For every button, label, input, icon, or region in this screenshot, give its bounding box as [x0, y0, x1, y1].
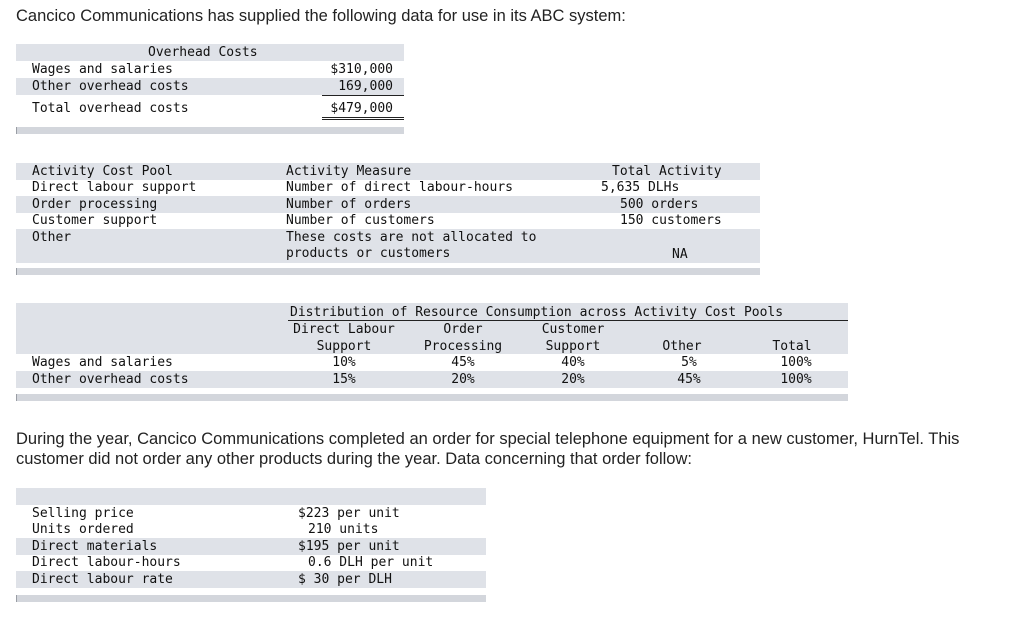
measure-other-line2: products or customers	[286, 246, 451, 261]
overhead-value-wages: $310,000	[330, 62, 393, 77]
table-footer-edge	[16, 268, 17, 275]
dist-label-wages: Wages and salaries	[32, 355, 173, 370]
col-order-line1: Order	[443, 322, 483, 337]
overhead-label-total: Total overhead costs	[32, 101, 189, 116]
table-footer-edge	[16, 595, 17, 602]
dist-other-customer: 20%	[561, 372, 585, 387]
order-label-units: Units ordered	[32, 522, 134, 537]
dist-other-order: 20%	[451, 372, 475, 387]
pool-direct-labour: Direct labour support	[32, 180, 197, 195]
dist-other-other: 45%	[677, 372, 701, 387]
total-customer-support: 150 customers	[620, 213, 722, 228]
total-order-processing: 500 orders	[620, 197, 699, 212]
measure-customer-support: Number of customers	[286, 213, 435, 228]
col-direct-labour-line2: Support	[316, 339, 372, 354]
header-band	[16, 488, 486, 505]
dist-other-direct-labour: 15%	[332, 372, 356, 387]
table-footer-bar	[16, 595, 486, 602]
distribution-title-text: Distribution of Resource Consumption across Activity Cost Pools	[290, 305, 784, 320]
measure-other-line1: These costs are not allocated to	[286, 230, 537, 245]
order-label-direct-labour-rate: Direct labour rate	[32, 572, 173, 587]
order-description-line1: During the year, Cancico Communications completed an order for special telephone equipment for a new customer, HurnTel. This	[16, 430, 960, 448]
intro-text: Cancico Communications has supplied the following data for use in its ABC system:	[16, 7, 626, 25]
total-other: NA	[672, 247, 688, 262]
order-value-selling-price: $223 per unit	[298, 506, 400, 521]
order-label-direct-materials: Direct materials	[32, 539, 158, 554]
dist-wages-customer: 40%	[561, 355, 585, 370]
total-direct-labour: 5,635 DLHs	[601, 180, 680, 195]
col-direct-labour-line1: Direct Labour	[293, 322, 395, 337]
distribution-title	[288, 305, 848, 321]
pool-customer-support: Customer support	[32, 213, 158, 228]
table-footer-bar	[16, 127, 404, 134]
table-footer-bar	[16, 268, 760, 275]
order-label-direct-labour-hours: Direct labour-hours	[32, 555, 181, 570]
header-activity-cost-pool: Activity Cost Pool	[32, 164, 173, 179]
overhead-label-wages: Wages and salaries	[32, 62, 173, 77]
dist-label-other-overhead: Other overhead costs	[32, 372, 189, 387]
table-footer-edge	[16, 127, 17, 134]
col-customer-line2: Support	[545, 339, 601, 354]
dist-wages-total: 100%	[780, 355, 812, 370]
table-footer-bar	[16, 394, 848, 401]
overhead-label-other: Other overhead costs	[32, 79, 189, 94]
dist-wages-other: 5%	[681, 355, 697, 370]
header-total-activity: Total Activity	[612, 164, 722, 179]
order-value-direct-labour-hours: 0.6 DLH per unit	[308, 555, 434, 570]
pool-other: Other	[32, 230, 72, 245]
col-order-line2: Processing	[423, 339, 503, 354]
overhead-value-other	[322, 79, 404, 96]
overhead-value-other-text: 169,000	[338, 79, 393, 94]
measure-direct-labour: Number of direct labour-hours	[286, 180, 513, 195]
overhead-value-total	[322, 101, 404, 120]
pool-order-processing: Order processing	[32, 197, 158, 212]
order-value-units: 210 units	[308, 522, 379, 537]
table-footer-edge	[16, 394, 17, 401]
order-description-line2: customer did not order any other products during the year. Data concerning that order follow:	[16, 450, 692, 468]
order-value-direct-materials: $195 per unit	[298, 539, 400, 554]
order-label-selling-price: Selling price	[32, 506, 134, 521]
col-customer-line1: Customer	[541, 322, 605, 337]
dist-wages-direct-labour: 10%	[332, 355, 356, 370]
order-value-direct-labour-rate: $ 30 per DLH	[298, 572, 392, 587]
col-other: Other	[662, 339, 702, 354]
overhead-costs-header: Overhead Costs	[148, 45, 258, 60]
dist-other-total: 100%	[780, 372, 812, 387]
dist-wages-order: 45%	[451, 355, 475, 370]
overhead-value-total-text: $479,000	[330, 101, 393, 116]
col-total: Total	[772, 339, 812, 354]
measure-order-processing: Number of orders	[286, 197, 412, 212]
header-activity-measure: Activity Measure	[286, 164, 412, 179]
